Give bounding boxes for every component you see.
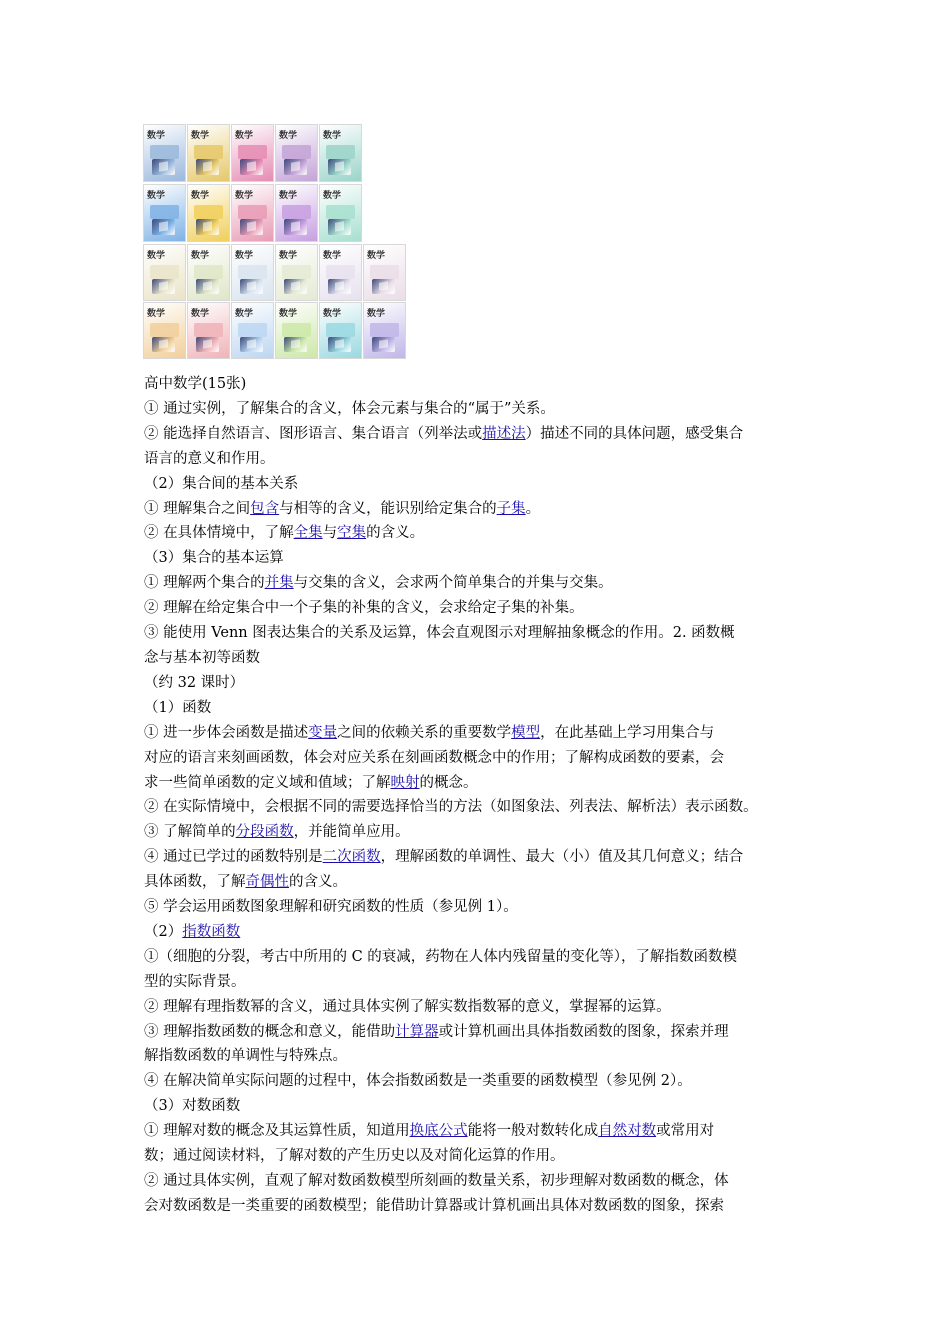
cover-illustration xyxy=(328,159,351,175)
cover-title: 数学 xyxy=(191,131,210,141)
text-line xyxy=(144,521,824,546)
term-link[interactable]: 分段函数 xyxy=(235,824,294,841)
text-span: （约 32 课时） xyxy=(144,674,245,691)
text-span: ③ 能使用 Venn 图表达集合的关系及运算，体会直观图示对理解抽象概念的作用。2. 函数概 xyxy=(144,625,735,642)
text-span: （3）对数函数 xyxy=(144,1098,241,1115)
cover-band xyxy=(194,205,223,219)
text-line xyxy=(144,1044,824,1069)
text-span: （2） xyxy=(144,923,183,940)
textbook-cover xyxy=(363,302,406,359)
cover-band xyxy=(282,205,311,219)
text-line xyxy=(144,1194,824,1219)
textbook-cover xyxy=(143,302,186,359)
cover-title: 数学 xyxy=(191,251,210,261)
cover-band xyxy=(238,265,267,279)
cover-illustration xyxy=(196,219,219,235)
cover-title: 数学 xyxy=(147,251,166,261)
cover-title: 数学 xyxy=(323,191,342,201)
text-line xyxy=(144,721,824,746)
text-span: ② 通过具体实例，直观了解对数函数模型所刻画的数量关系，初步理解对数函数的概念，体 xyxy=(144,1173,729,1189)
text-line xyxy=(144,820,824,845)
term-link[interactable]: 映射 xyxy=(390,774,420,791)
textbook-cover xyxy=(319,184,362,242)
cover-band xyxy=(326,323,355,337)
text-line xyxy=(144,870,824,895)
cover-title: 数学 xyxy=(191,191,210,201)
text-line xyxy=(144,920,824,945)
cover-title: 数学 xyxy=(367,309,386,319)
text-span: ①（细胞的分裂，考古中所用的 C 的衰减，药物在人体内残留量的变化等），了解指数函数模 xyxy=(144,948,738,965)
text-span: 具体函数，了解 xyxy=(144,874,246,891)
text-span: ）描述不同的具体问题，感受集合 xyxy=(525,425,744,442)
textbook-cover xyxy=(275,244,318,301)
term-link[interactable]: 计算器 xyxy=(395,1023,439,1040)
text-line xyxy=(144,546,824,571)
text-line xyxy=(144,671,824,696)
text-line xyxy=(144,771,824,796)
cover-title: 数学 xyxy=(323,251,342,261)
text-line xyxy=(144,1020,824,1045)
cover-band xyxy=(150,205,179,219)
textbook-cover xyxy=(187,184,230,242)
text-span: 或计算机画出具体指数函数的图象，探索并理 xyxy=(438,1023,729,1040)
text-line xyxy=(144,397,824,422)
text-lines xyxy=(144,397,824,1219)
cover-illustration xyxy=(152,337,175,352)
text-line xyxy=(144,447,824,472)
text-span: 对应的语言来刻画函数，体会对应关系在刻画函数概念中的作用；了解构成函数的要素，会 xyxy=(144,749,724,766)
cover-band xyxy=(150,145,179,159)
text-span: 会对数函数是一类重要的函数模型；能借助计算器或计算机画出具体对数函数的图象，探索 xyxy=(144,1197,724,1214)
text-line xyxy=(144,621,824,646)
cover-title: 数学 xyxy=(279,131,298,141)
cover-title: 数学 xyxy=(323,131,342,141)
textbook-cover xyxy=(275,302,318,359)
text-span: 解指数函数的单调性与特殊点。 xyxy=(144,1048,347,1065)
cover-illustration xyxy=(240,337,263,352)
cover-illustration xyxy=(240,219,263,235)
textbook-cover xyxy=(275,184,318,242)
cover-band xyxy=(326,145,355,159)
cover-title: 数学 xyxy=(367,251,386,261)
text-span: ，理解函数的单调性、最大（小）值及其几何意义；结合 xyxy=(380,849,744,866)
text-span: ② 在实际情境中，会根据不同的需要选择恰当的方法（如图象法、列表法、解析法）表示函数。 xyxy=(144,799,758,816)
textbook-cover xyxy=(231,302,274,359)
text-span: 型的实际背景。 xyxy=(144,973,246,990)
text-line xyxy=(144,472,824,497)
term-link[interactable]: 子集 xyxy=(496,500,526,517)
cover-band xyxy=(150,265,179,279)
textbook-cover xyxy=(187,302,230,359)
cover-illustration xyxy=(196,279,219,294)
cover-band xyxy=(238,323,267,337)
text-span: 与相等的含义，能识别给定集合的 xyxy=(279,500,497,517)
cover-illustration xyxy=(284,219,307,235)
term-link[interactable]: 并集 xyxy=(264,575,294,592)
text-line xyxy=(144,1119,824,1144)
term-link[interactable]: 模型 xyxy=(511,724,541,741)
text-span: 。 xyxy=(525,500,541,517)
cover-illustration xyxy=(152,279,175,294)
cover-illustration xyxy=(240,159,263,175)
cover-band xyxy=(194,145,223,159)
textbook-cover xyxy=(231,184,274,242)
text-span: ，在此基础上学习用集合与 xyxy=(540,724,715,741)
cover-illustration xyxy=(328,337,351,352)
term-link[interactable]: 变量 xyxy=(308,724,338,741)
cover-illustration xyxy=(372,279,395,294)
textbook-cover xyxy=(143,184,186,242)
textbook-cover xyxy=(143,244,186,301)
text-span: 的概念。 xyxy=(419,774,478,791)
text-line xyxy=(144,571,824,596)
cover-title: 数学 xyxy=(235,309,254,319)
text-span: ③ 理解指数函数的概念和意义，能借助 xyxy=(144,1023,396,1040)
cover-band xyxy=(370,323,399,337)
cover-illustration xyxy=(152,219,175,235)
cover-band xyxy=(194,265,223,279)
term-link[interactable]: 包含 xyxy=(250,500,280,517)
text-line xyxy=(144,696,824,721)
text-line xyxy=(144,1094,824,1119)
text-span: ① 通过实例，了解集合的含义，体会元素与集合的“属于”关系。 xyxy=(144,400,555,417)
text-span: ① 理解集合之间 xyxy=(144,500,251,517)
term-link[interactable]: 全集 xyxy=(293,525,323,542)
text-line xyxy=(144,970,824,995)
text-line xyxy=(144,795,824,820)
cover-band xyxy=(326,265,355,279)
text-span: （2）集合间的基本关系 xyxy=(144,475,299,492)
textbook-cover xyxy=(143,124,186,182)
text-span: ① 进一步体会函数是描述 xyxy=(144,724,309,741)
cover-title: 数学 xyxy=(235,251,254,261)
cover-title: 数学 xyxy=(235,191,254,201)
text-span: 念与基本初等函数 xyxy=(144,649,260,666)
text-line xyxy=(144,422,824,447)
text-span: 之间的依赖关系的重要数学 xyxy=(337,724,512,741)
text-span: ④ 通过已学过的函数特别是 xyxy=(144,849,323,866)
text-span: 语言的意义和作用。 xyxy=(144,450,275,467)
textbook-cover xyxy=(275,124,318,182)
cover-illustration xyxy=(284,279,307,294)
text-span: ③ 了解简单的 xyxy=(144,824,236,841)
textbook-cover xyxy=(319,124,362,182)
text-span: （3）集合的基本运算 xyxy=(144,550,284,567)
cover-title: 数学 xyxy=(323,309,342,319)
cover-title: 数学 xyxy=(279,251,298,261)
text-span: 与 xyxy=(322,525,338,542)
textbook-cover xyxy=(231,124,274,182)
text-line xyxy=(144,646,824,671)
text-span: 或常用对 xyxy=(656,1123,715,1140)
cover-illustration xyxy=(284,337,307,352)
cover-band xyxy=(282,323,311,337)
cover-band xyxy=(194,323,223,337)
text-span: （1）函数 xyxy=(144,699,212,716)
cover-band xyxy=(282,265,311,279)
cover-title: 数学 xyxy=(235,131,254,141)
term-link[interactable]: 奇偶性 xyxy=(245,874,289,891)
text-span: ，并能简单应用。 xyxy=(293,824,410,841)
cover-band xyxy=(238,145,267,159)
text-span: ④ 在解决简单实际问题的过程中，体会指数函数是一类重要的函数模型（参见例 2）。 xyxy=(144,1073,692,1090)
cover-title: 数学 xyxy=(147,309,166,319)
cover-illustration xyxy=(372,337,395,352)
textbook-cover xyxy=(231,244,274,301)
text-span: 能将一般对数转化成 xyxy=(467,1123,599,1140)
cover-band xyxy=(150,323,179,337)
cover-illustration xyxy=(196,159,219,175)
image-caption: 高中数学(15张) xyxy=(144,376,247,392)
term-link[interactable]: 自然对数 xyxy=(598,1123,657,1140)
cover-illustration xyxy=(240,279,263,294)
cover-title: 数学 xyxy=(191,309,210,319)
cover-band xyxy=(238,205,267,219)
term-link[interactable]: 换底公式 xyxy=(409,1123,468,1140)
text-span: ⑤ 学会运用函数图象理解和研究函数的性质（参见例 1）。 xyxy=(144,899,518,916)
term-link[interactable]: 描述法 xyxy=(482,425,526,442)
text-line xyxy=(144,995,824,1020)
cover-band xyxy=(326,205,355,219)
text-span: ① 理解对数的概念及其运算性质，知道用 xyxy=(144,1123,410,1140)
cover-illustration xyxy=(196,337,219,352)
text-line xyxy=(144,596,824,621)
cover-band xyxy=(370,265,399,279)
textbook-cover xyxy=(187,244,230,301)
text-span: 求一些简单函数的定义域和值域；了解 xyxy=(144,774,391,791)
cover-title: 数学 xyxy=(147,131,166,141)
text-line xyxy=(144,1069,824,1094)
textbook-covers-image xyxy=(143,124,408,359)
cover-illustration xyxy=(328,219,351,235)
textbook-cover xyxy=(187,124,230,182)
term-link[interactable]: 空集 xyxy=(337,525,367,542)
text-span: ① 理解两个集合的 xyxy=(144,575,265,592)
text-line xyxy=(144,845,824,870)
cover-title: 数学 xyxy=(147,191,166,201)
text-span: ② 在具体情境中，了解 xyxy=(144,525,294,542)
text-line xyxy=(144,746,824,771)
cover-illustration xyxy=(284,159,307,175)
textbook-cover xyxy=(363,244,406,301)
cover-illustration xyxy=(328,279,351,294)
text-line xyxy=(144,895,824,920)
cover-band xyxy=(282,145,311,159)
textbook-cover xyxy=(319,244,362,301)
cover-illustration xyxy=(152,159,175,175)
text-line xyxy=(144,1144,824,1169)
term-link[interactable]: 指数函数 xyxy=(182,923,241,940)
text-span: ② 理解在给定集合中一个子集的补集的含义，会求给定子集的补集。 xyxy=(144,600,584,617)
text-span: ② 理解有理指数幂的含义，通过具体实例了解实数指数幂的意义，掌握幂的运算。 xyxy=(144,998,671,1015)
term-link[interactable]: 二次函数 xyxy=(322,849,381,866)
text-line xyxy=(144,1169,824,1194)
text-span: 与交集的含义，会求两个简单集合的并集与交集。 xyxy=(293,575,613,592)
cover-title: 数学 xyxy=(279,309,298,319)
text-line xyxy=(144,945,824,970)
text-span: 数；通过阅读材料，了解对数的产生历史以及对简化运算的作用。 xyxy=(144,1148,565,1165)
textbook-cover xyxy=(319,302,362,359)
text-span: 的含义。 xyxy=(366,525,425,542)
text-span: 的含义。 xyxy=(289,874,347,891)
text-line xyxy=(144,497,824,522)
document-body xyxy=(144,372,824,1219)
text-span: ② 能选择自然语言、图形语言、集合语言（列举法或 xyxy=(144,425,483,442)
cover-title: 数学 xyxy=(279,191,298,201)
